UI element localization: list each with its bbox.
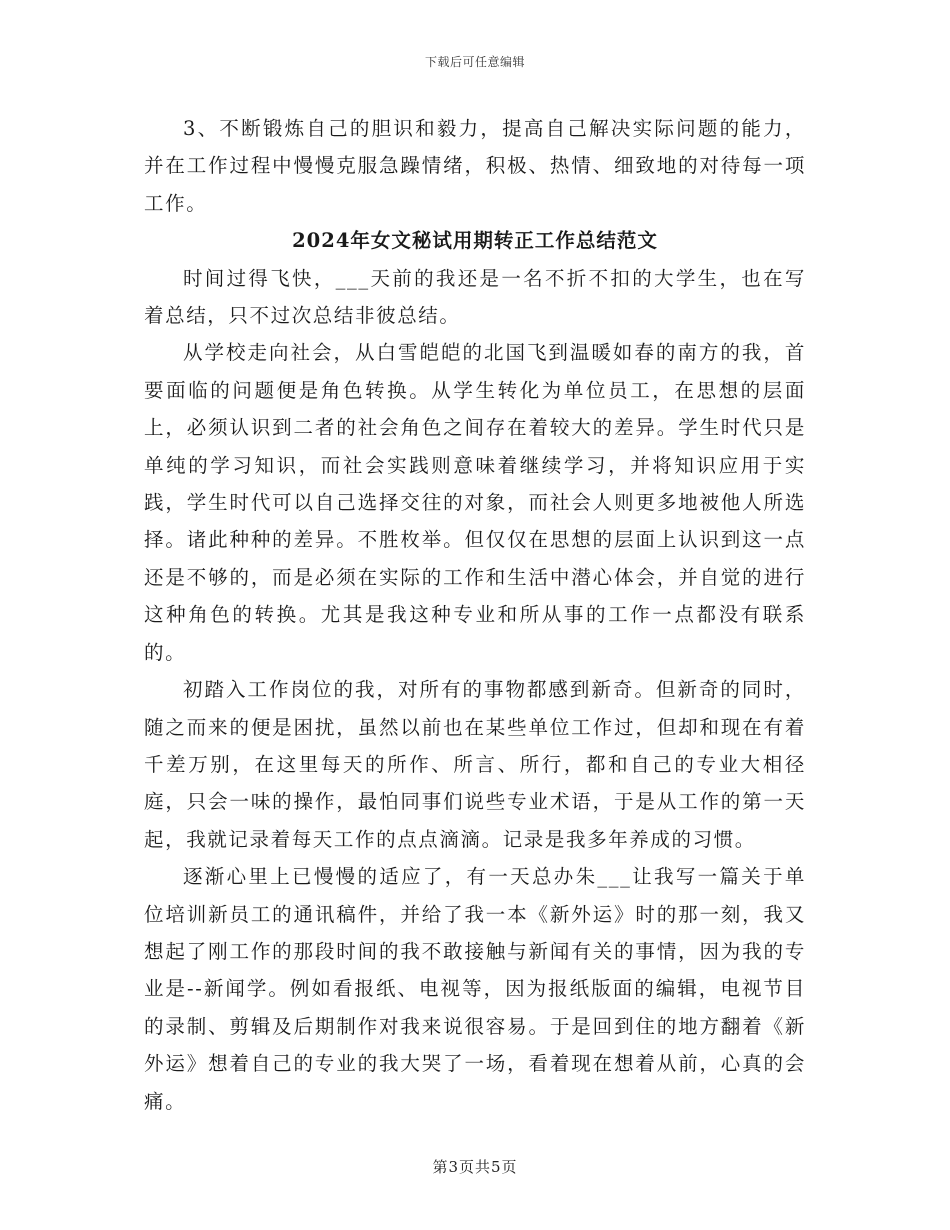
page-number: 第3页共5页 (432, 1158, 518, 1176)
intro-paragraph: 3、不断锻炼自己的胆识和毅力，提高自己解决实际问题的能力，并在工作过程中慢慢克服急躁情绪，积极、热情、细致地的对待每一项工作。 (144, 117, 806, 215)
paragraph-1: 时间过得飞快，___天前的我还是一名不折不扣的大学生，也在写着总结，只不过次总结非彼总结。 (144, 266, 806, 328)
paragraph-4: 逐渐心里上已慢慢的适应了，有一天总办朱___让我写一篇关于单位培训新员工的通讯稿件，并给了我一本《新外运》时的那一刻，我又想起了刚工作的那段时间的我不敢接触与新闻有关的事情，因为我的专业是--新闻学。例如看报纸、电视等，因为报纸版面的编辑，电视节目的录制、剪辑及后期制作对我来说很容易。于是回到住的地方翻着《新外运》想着自己的专业的我大哭了一场，看着现在想着从前，心真的会痛。 (144, 865, 806, 1113)
article-title: 2024年女文秘试用期转正工作总结范文 (292, 229, 658, 253)
paragraph-3: 初踏入工作岗位的我，对所有的事物都感到新奇。但新奇的同时，随之而来的便是困扰，虽然以前也在某些单位工作过，但却和现在有着千差万别，在这里每天的所作、所言、所行，都和自己的专业大相径庭，只会一味的操作，最怕同事们说些专业术语，于是从工作的第一天起，我就记录着每天工作的点点滴滴。记录是我多年养成的习惯。 (144, 678, 806, 851)
paragraph-2: 从学校走向社会，从白雪皑皑的北国飞到温暖如春的南方的我，首要面临的问题便是角色转换。从学生转化为单位员工，在思想的层面上，必须认识到二者的社会角色之间存在着较大的差异。学生时代只是单纯的学习知识，而社会实践则意味着继续学习，并将知识应用于实践，学生时代可以自己选择交往的对象，而社会人则更多地被他人所选择。诸此种种的差异。不胜枚举。但仅仅在思想的层面上认识到这一点还是不够的，而是必须在实际的工作和生活中潜心体会，并自觉的进行这种角色的转换。尤其是我这种专业和所从事的工作一点都没有联系的。 (144, 341, 806, 664)
document-body (144, 110, 806, 1120)
header-note: 下载后可任意编辑 (424, 55, 525, 69)
